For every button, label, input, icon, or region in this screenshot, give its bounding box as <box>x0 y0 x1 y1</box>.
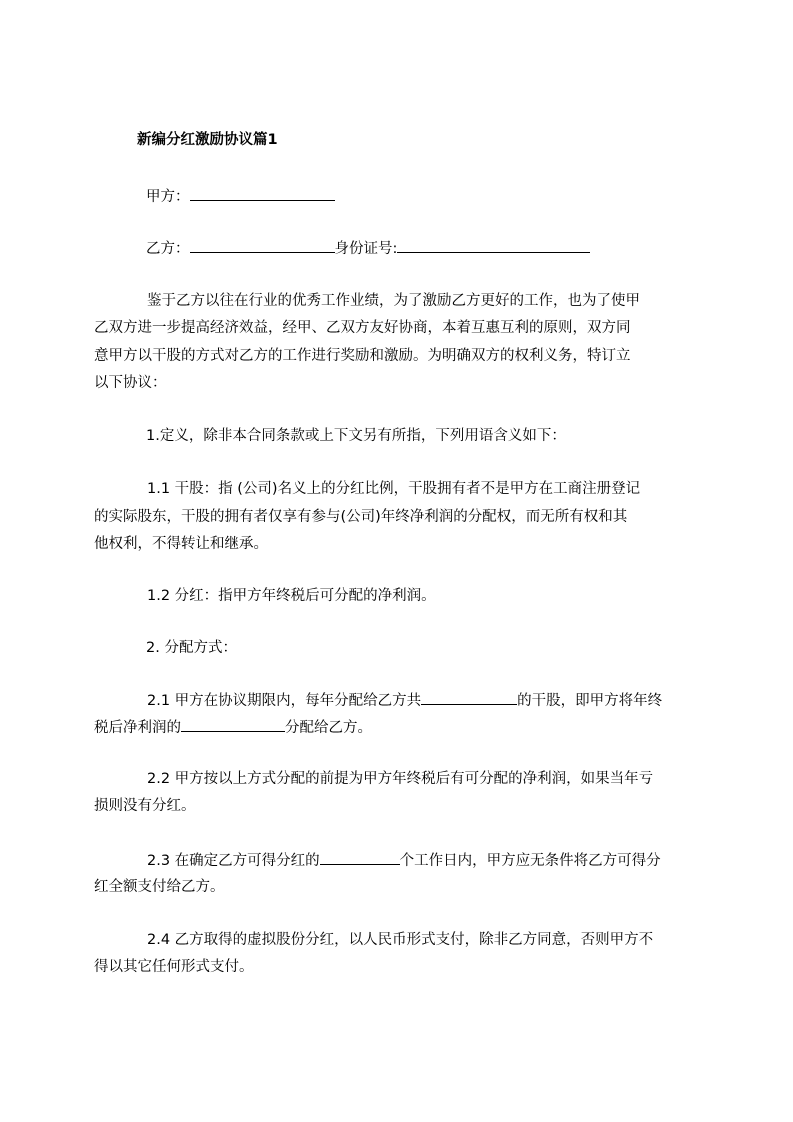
party-a-blank[interactable] <box>190 186 335 201</box>
clause-2-2-line-1: 2.2 甲方按以上方式分配的前提为甲方年终税后有可分配的净利润，如果当年亏 <box>147 771 654 787</box>
clause-1-1-line-2: 的实际股东，干股的拥有者仅享有参与(公司)年终净利润的分配权，而无所有权和其 <box>94 509 628 525</box>
clause-2-1-text-b: 的干股，即甲方将年终 <box>517 693 663 709</box>
clause-2-1-line-2 <box>94 717 712 738</box>
profit-blank[interactable] <box>181 717 285 732</box>
clause-2-2-line-2: 损则没有分红。 <box>94 798 196 814</box>
section-2-heading: 2. 分配方式： <box>146 640 237 656</box>
clause-2-1-text-d: 分配给乙方。 <box>285 720 372 736</box>
clause-2-1-text-a: 2.1 甲方在协议期限内，每年分配给乙方共 <box>147 693 422 709</box>
clause-2-4-line-1: 2.4 乙方取得的虚拟股份分红，以人民币形式支付，除非乙方同意，否则甲方不 <box>147 932 654 948</box>
days-blank[interactable] <box>320 850 400 865</box>
party-a-line <box>146 186 764 207</box>
share-blank[interactable] <box>421 690 517 705</box>
id-blank[interactable] <box>397 238 590 253</box>
clause-2-3-text-b: 个工作日内，甲方应无条件将乙方可得分 <box>399 853 661 869</box>
clause-1-1-line-3: 他权利，不得转让和继承。 <box>94 536 268 552</box>
clause-2-1-line-1 <box>147 690 765 711</box>
intro-line-3: 意甲方以干股的方式对乙方的工作进行奖励和激励。为明确双方的权利义务，特订立 <box>94 348 631 364</box>
clause-2-3-text-a: 2.3 在确定乙方可得分红的 <box>147 853 320 869</box>
clause-2-3-line-2: 红全额支付给乙方。 <box>94 879 225 895</box>
section-1-heading: 1.定义，除非本合同条款或上下文另有所指，下列用语含义如下： <box>146 428 566 444</box>
clause-2-3-line-1 <box>147 850 765 871</box>
clause-2-1-text-c: 税后净利润的 <box>94 720 181 736</box>
party-b-label: 乙方： <box>146 241 190 257</box>
party-b-blank[interactable] <box>190 238 335 253</box>
clause-2-4-line-2: 得以其它任何形式支付。 <box>94 959 254 975</box>
document-title: 新编分红激励协议篇1 <box>137 132 278 148</box>
clause-1-2: 1.2 分红：指甲方年终税后可分配的净利润。 <box>147 588 436 604</box>
intro-line-1: 鉴于乙方以往在行业的优秀工作业绩，为了激励乙方更好的工作，也为了使甲 <box>147 293 640 309</box>
id-label: 身份证号: <box>334 241 398 257</box>
clause-1-1-line-1: 1.1 干股：指 (公司)名义上的分红比例，干股拥有者不是甲方在工商注册登记 <box>147 481 641 497</box>
party-b-line <box>146 238 764 259</box>
intro-line-4: 以下协议： <box>94 375 167 391</box>
party-a-label: 甲方： <box>146 189 190 205</box>
intro-line-2: 乙双方进一步提高经济效益，经甲、乙双方友好协商，本着互惠互利的原则，双方同 <box>94 320 631 336</box>
